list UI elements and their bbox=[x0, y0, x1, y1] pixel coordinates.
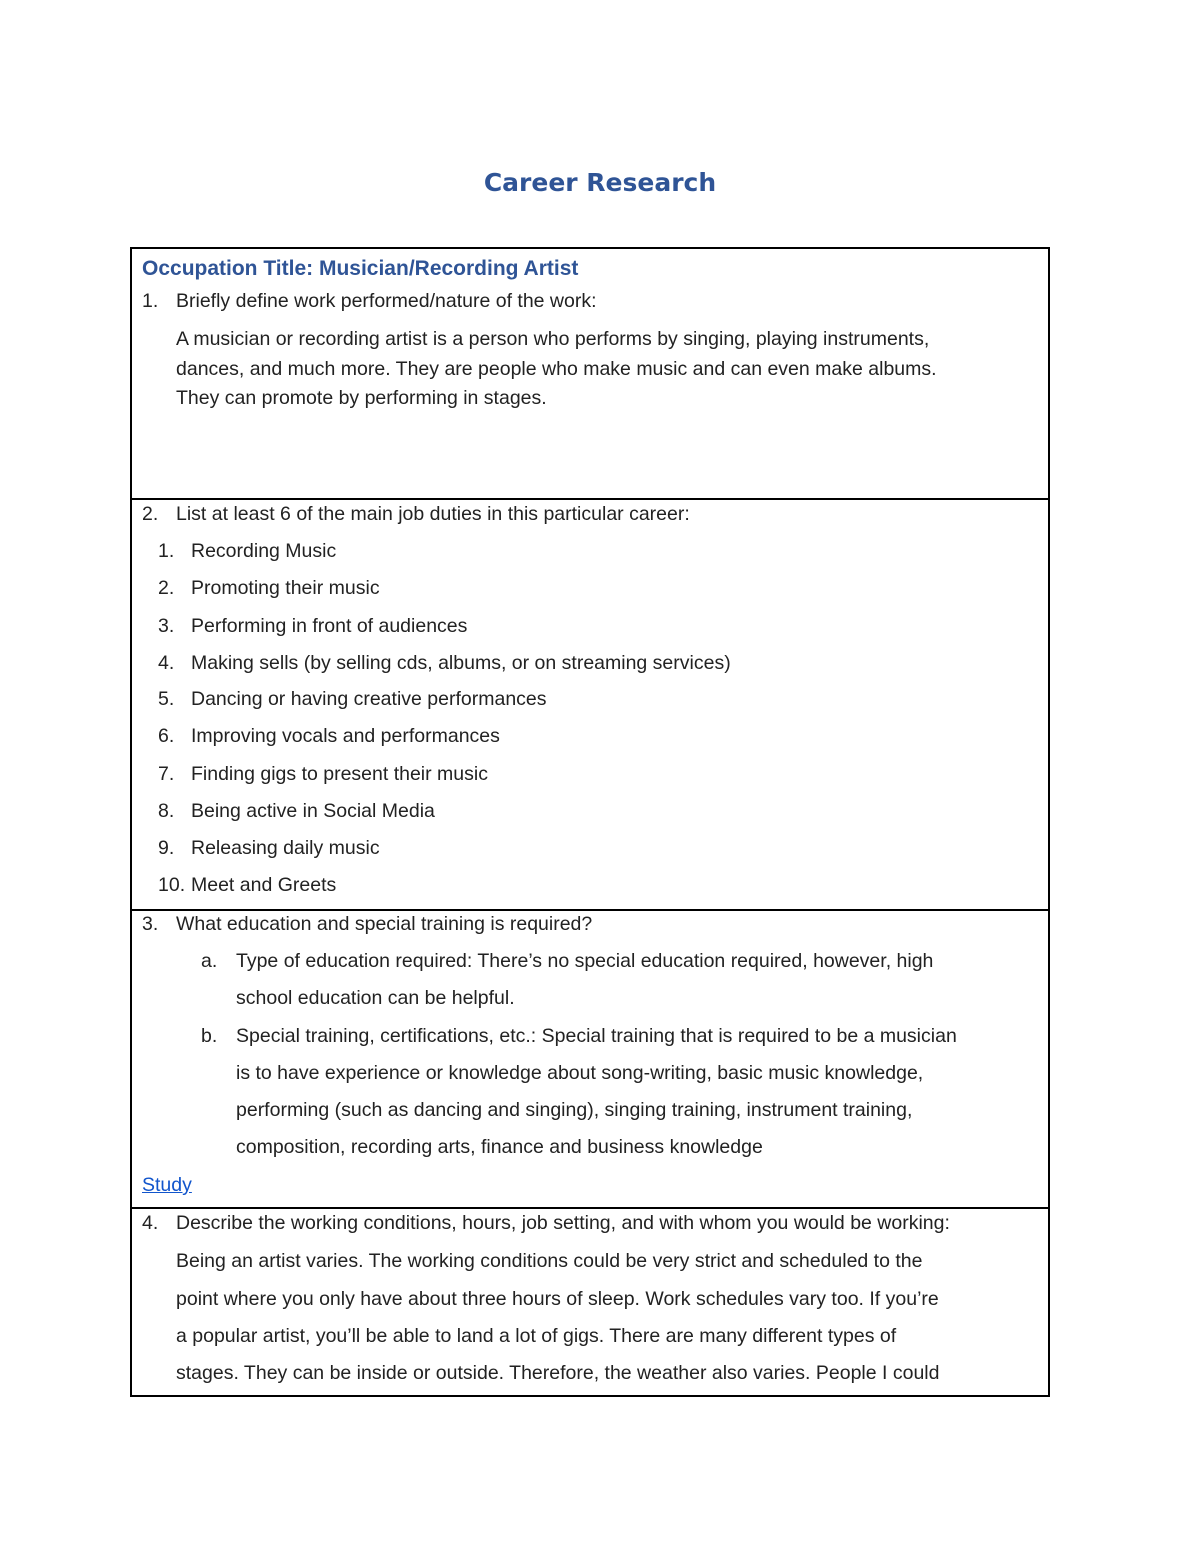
q3-a-line: school education can be helpful. bbox=[236, 987, 515, 1009]
duty-item: Releasing daily music bbox=[191, 837, 380, 859]
q4-answer-line: a popular artist, you’ll be able to land a lot of gigs. There are many different types of bbox=[176, 1325, 897, 1347]
q3-a-line: Type of education required: There’s no special education required, however, high bbox=[236, 950, 934, 972]
q4-answer-line: point where you only have about three hours of sleep. Work schedules vary too. If you’re bbox=[176, 1288, 939, 1310]
q4-number: 4. bbox=[142, 1212, 159, 1234]
q1-prompt: Briefly define work performed/nature of the work: bbox=[176, 290, 597, 312]
duty-number: 1. bbox=[158, 540, 175, 562]
duty-item: Improving vocals and performances bbox=[191, 725, 500, 747]
q1-number: 1. bbox=[142, 290, 159, 312]
duty-number: 4. bbox=[158, 652, 175, 674]
q4-answer-line: stages. They can be inside or outside. Therefore, the weather also varies. People I could bbox=[176, 1362, 940, 1384]
q3-b-label: b. bbox=[201, 1025, 218, 1047]
q1-answer-line: dances, and much more. They are people who make music and can even make albums. bbox=[176, 358, 937, 380]
duty-number: 2. bbox=[158, 577, 175, 599]
duty-number: 8. bbox=[158, 800, 175, 822]
q2-prompt: List at least 6 of the main job duties in this particular career: bbox=[176, 503, 690, 525]
career-research-table bbox=[130, 247, 1050, 1397]
duty-number: 3. bbox=[158, 615, 175, 637]
duty-item: Meet and Greets bbox=[191, 874, 337, 896]
q4-answer-line: Being an artist varies. The working conditions could be very strict and scheduled to the bbox=[176, 1250, 923, 1272]
row-divider bbox=[132, 498, 1048, 500]
occupation-title: Occupation Title: Musician/Recording Artist bbox=[142, 257, 579, 280]
duty-number: 5. bbox=[158, 688, 175, 710]
q3-b-line: performing (such as dancing and singing), singing training, instrument training, bbox=[236, 1099, 913, 1121]
q3-a-label: a. bbox=[201, 950, 218, 972]
q3-number: 3. bbox=[142, 913, 159, 935]
duty-item: Recording Music bbox=[191, 540, 337, 562]
duty-item: Finding gigs to present their music bbox=[191, 763, 488, 785]
q3-b-line: is to have experience or knowledge about song-writing, basic music knowledge, bbox=[236, 1062, 924, 1084]
page-title: Career Research bbox=[483, 168, 717, 197]
duty-number: 10. bbox=[158, 874, 186, 896]
q3-prompt: What education and special training is required? bbox=[176, 913, 593, 935]
row-divider bbox=[132, 909, 1048, 911]
duty-item: Being active in Social Media bbox=[191, 800, 435, 822]
duty-item: Dancing or having creative performances bbox=[191, 688, 547, 710]
duty-number: 9. bbox=[158, 837, 175, 859]
duty-number: 7. bbox=[158, 763, 175, 785]
duty-item: Performing in front of audiences bbox=[191, 615, 468, 637]
duty-item: Making sells (by selling cds, albums, or on streaming services) bbox=[191, 652, 731, 674]
q3-b-line: Special training, certifications, etc.: Special training that is required to be a musician bbox=[236, 1025, 957, 1047]
q1-answer-line: They can promote by performing in stages. bbox=[176, 387, 547, 409]
q2-number: 2. bbox=[142, 503, 159, 525]
duty-item: Promoting their music bbox=[191, 577, 380, 599]
row-divider bbox=[132, 1207, 1048, 1209]
q1-answer-line: A musician or recording artist is a person who performs by singing, playing instruments, bbox=[176, 328, 930, 350]
q4-prompt: Describe the working conditions, hours, job setting, and with whom you would be working: bbox=[176, 1212, 950, 1234]
q3-b-line: composition, recording arts, finance and business knowledge bbox=[236, 1136, 763, 1158]
duty-number: 6. bbox=[158, 725, 175, 747]
study-link[interactable]: Study bbox=[142, 1174, 192, 1196]
